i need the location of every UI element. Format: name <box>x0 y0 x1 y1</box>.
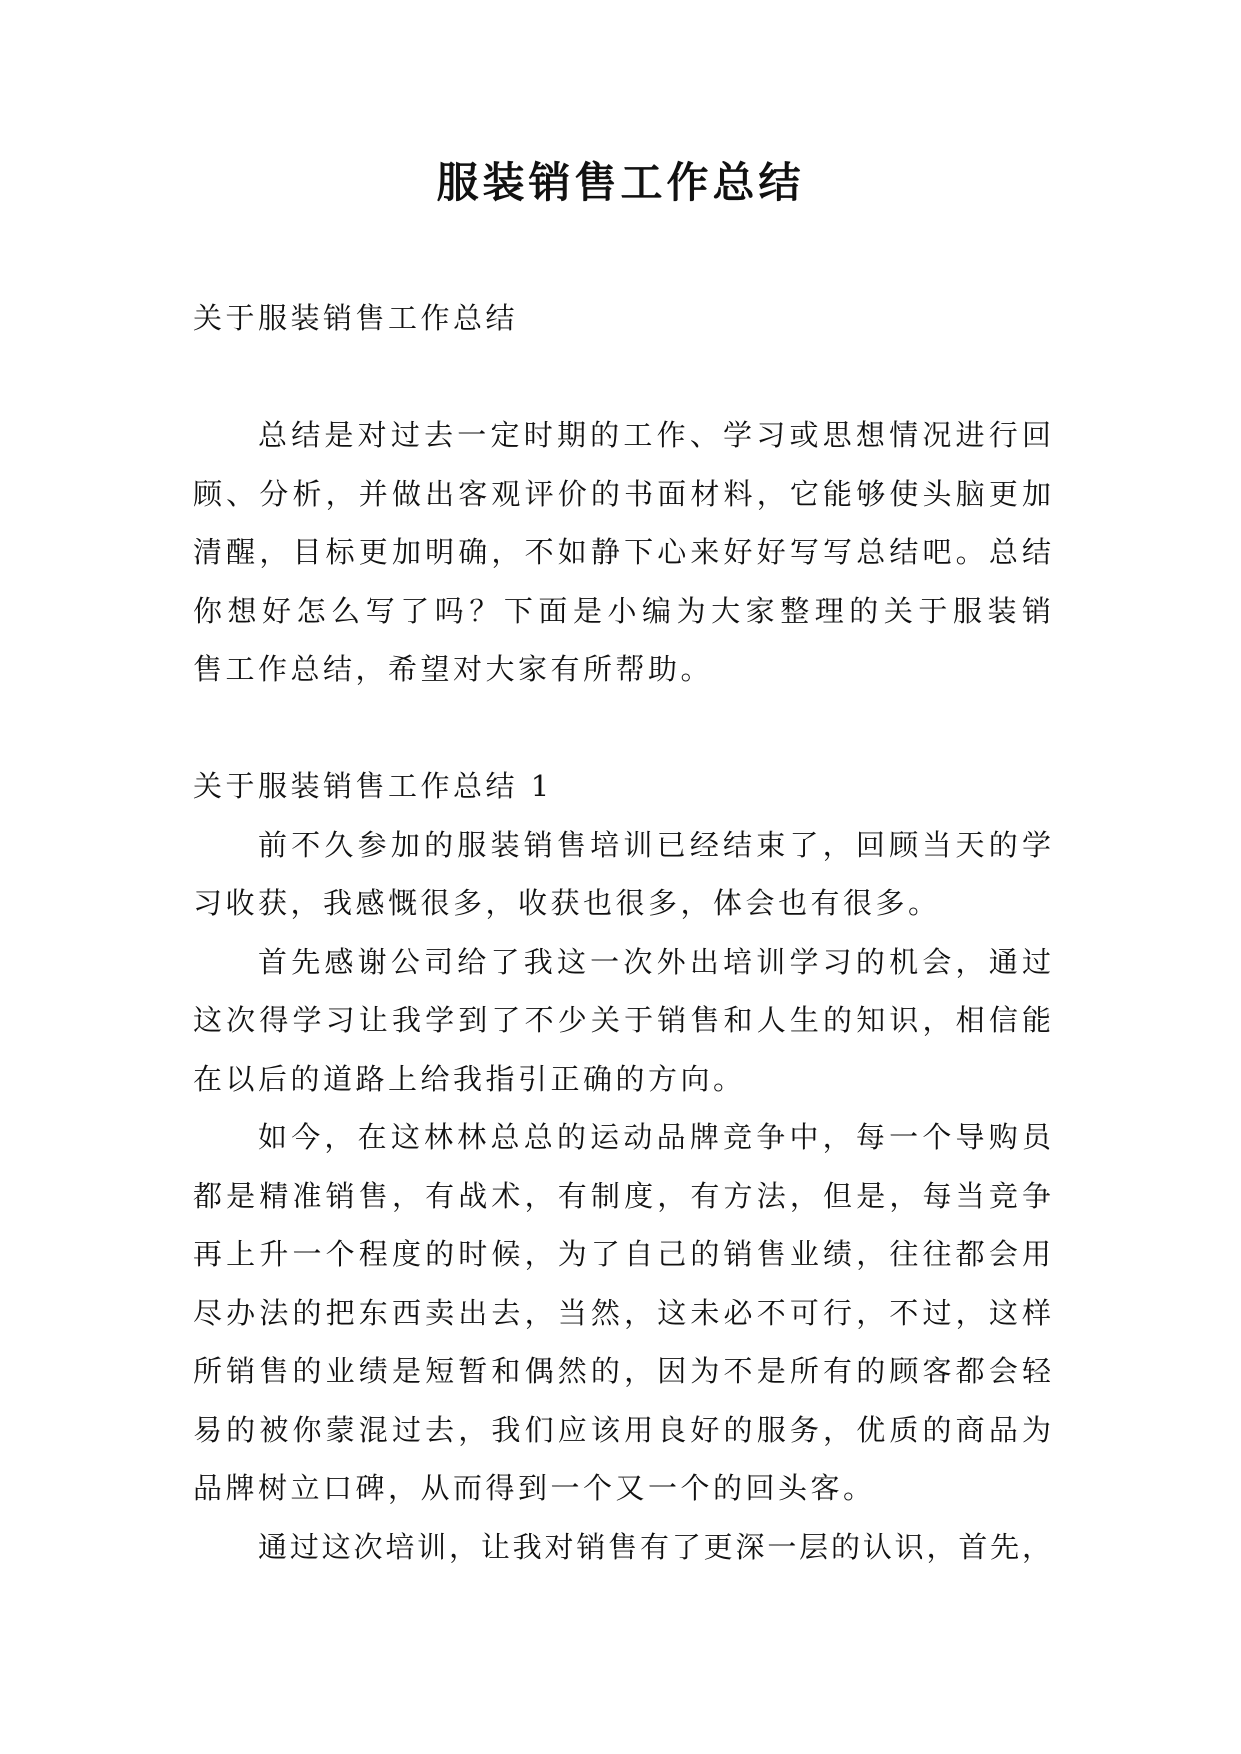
paragraph-line: 尽办法的把东西卖出去，当然，这未必不可行，不过，这样 <box>193 1295 1051 1330</box>
section-heading: 关于服装销售工作总结 1 <box>193 769 553 803</box>
paragraph <box>193 1108 1051 1518</box>
document-body <box>193 289 1051 1576</box>
paragraph-line: 易的被你蒙混过去，我们应该用良好的服务，优质的商品为 <box>193 1412 1051 1447</box>
paragraph <box>193 1518 1051 1577</box>
paragraph <box>193 933 1051 1109</box>
paragraph-line: 在以后的道路上给我指引正确的方向。 <box>193 1061 746 1096</box>
paragraph-line: 清醒，目标更加明确，不如静下心来好好写写总结吧。总结 <box>193 535 1051 569</box>
paragraph <box>193 816 1051 933</box>
paragraph-line: 再上升一个程度的时候，为了自己的销售业绩，往往都会用 <box>193 1237 1051 1271</box>
paragraph-line: 你想好怎么写了吗？下面是小编为大家整理的关于服装销 <box>193 593 1051 628</box>
paragraph-line: 前不久参加的服装销售培训已经结束了，回顾当天的学 <box>258 827 1051 862</box>
paragraph-line: 顾、分析，并做出客观评价的书面材料，它能够使头脑更加 <box>193 476 1051 511</box>
paragraph-line: 总结是对过去一定时期的工作、学习或思想情况进行回 <box>258 418 1051 452</box>
paragraph-line: 这次得学习让我学到了不少关于销售和人生的知识，相信能 <box>193 1003 1051 1037</box>
intro-paragraph <box>193 406 1051 699</box>
paragraph-line: 习收获，我感慨很多，收获也很多，体会也有很多。 <box>193 886 941 920</box>
blank-line <box>193 348 1051 407</box>
document-subtitle: 关于服装销售工作总结 <box>193 301 519 335</box>
paragraph-line: 售工作总结，希望对大家有所帮助。 <box>193 652 714 686</box>
blank-line <box>193 699 1051 758</box>
paragraph-line: 如今，在这林林总总的运动品牌竞争中，每一个导购员 <box>258 1120 1051 1154</box>
paragraph-line: 所销售的业绩是短暂和偶然的，因为不是所有的顾客都会轻 <box>193 1354 1051 1388</box>
paragraph-line: 首先感谢公司给了我这一次外出培训学习的机会，通过 <box>258 944 1051 979</box>
paragraph-line: 通过这次培训，让我对销售有了更深一层的认识，首先， <box>258 1529 1051 1564</box>
paragraph-line: 都是精准销售，有战术，有制度，有方法，但是，每当竞争 <box>193 1178 1051 1213</box>
paragraph-line: 品牌树立口碑，从而得到一个又一个的回头客。 <box>193 1471 876 1505</box>
document-title: 服装销售工作总结 <box>436 158 805 207</box>
